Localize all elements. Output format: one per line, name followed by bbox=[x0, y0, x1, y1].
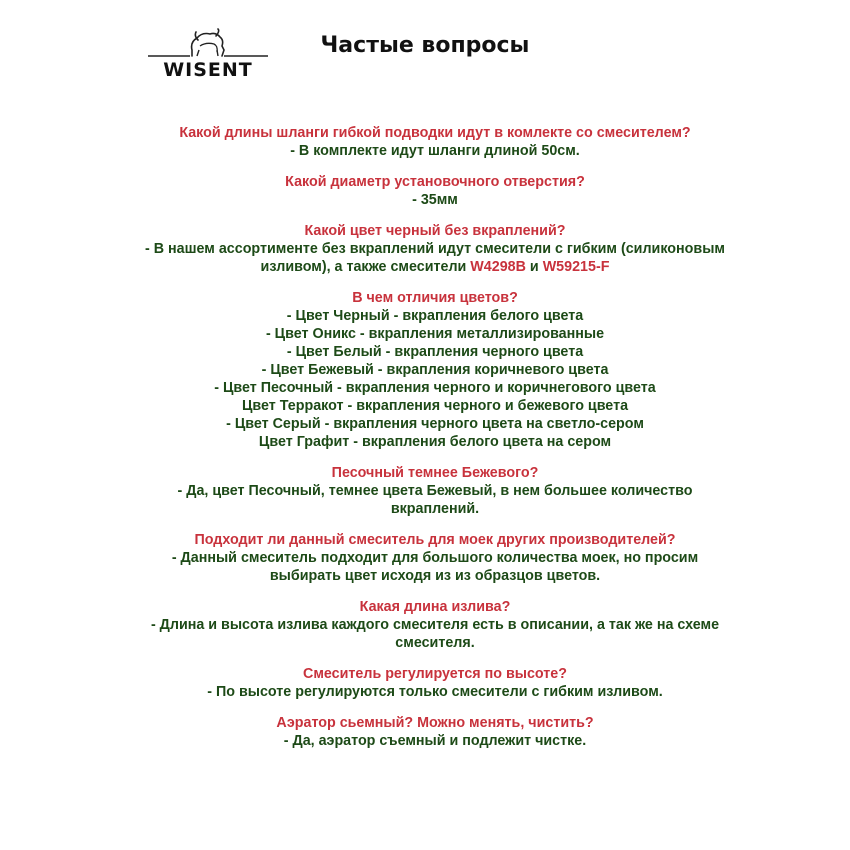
faq-question: Песочный темнее Бежевого? bbox=[331, 465, 539, 481]
faq-question: Подходит ли данный смеситель для моек других производителей? bbox=[194, 532, 676, 548]
faq-item-color-differences bbox=[140, 289, 730, 451]
faq-question: Какой длины шланги гибкой подводки идут в комлекте со смесителем? bbox=[179, 125, 691, 141]
faq-question: Какая длина излива? bbox=[359, 599, 511, 615]
faq-answer: Цвет Графит - вкрапления белого цвета на сером bbox=[258, 434, 612, 450]
faq-answer: - Цвет Серый - вкрапления черного цвета на светло-сером bbox=[226, 416, 644, 432]
faq-item-spout-length bbox=[140, 598, 730, 652]
faq-answer: - Да, цвет Песочный, темнее цвета Бежевый, в нем большее количество bbox=[177, 483, 693, 499]
faq-answer: смесителя. bbox=[395, 635, 475, 651]
bison-icon bbox=[142, 28, 274, 62]
faq-question: Какой диаметр установочного отверстия? bbox=[285, 174, 585, 190]
faq-answer: Цвет Терракот - вкрапления черного и бежевого цвета bbox=[241, 398, 629, 414]
faq-answer: - Цвет Белый - вкрапления черного цвета bbox=[286, 344, 584, 360]
faq-question: В чем отличия цветов? bbox=[352, 290, 518, 306]
faq-item-height-adjust bbox=[140, 665, 730, 701]
faq-answer: - Да, аэратор съемный и подлежит чистке. bbox=[283, 733, 587, 749]
faq-answer: - В комплекте идут шланги длиной 50см. bbox=[290, 143, 580, 159]
faq-answer: - Цвет Бежевый - вкрапления коричневого цвета bbox=[261, 362, 609, 378]
faq-item-hose-length bbox=[140, 124, 730, 160]
wisent-logo bbox=[142, 28, 274, 82]
faq-question: Аэратор сьемный? Можно менять, чистить? bbox=[276, 715, 594, 731]
faq-answer: выбирать цвет исходя из из образцов цветов. bbox=[269, 568, 601, 584]
faq-item-sand-vs-beige bbox=[140, 464, 730, 518]
faq-item-aerator bbox=[140, 714, 730, 750]
answer-text: и bbox=[529, 259, 539, 275]
model-link: W4298B bbox=[470, 259, 526, 275]
logo-text: WISENT bbox=[163, 59, 253, 81]
faq-answer: - По высоте регулируются только смесители с гибким изливом. bbox=[207, 684, 663, 700]
faq-answer: - Цвет Черный - вкрапления белого цвета bbox=[286, 308, 584, 324]
faq-item-sink-compatibility bbox=[140, 531, 730, 585]
faq-list bbox=[140, 124, 730, 763]
faq-item-hole-diameter bbox=[140, 173, 730, 209]
faq-answer: - 35мм bbox=[412, 192, 458, 208]
faq-answer: - Данный смеситель подходит для большого количества моек, но просим bbox=[171, 550, 699, 566]
faq-item-black-color bbox=[140, 222, 730, 276]
model-link: W59215-F bbox=[542, 259, 610, 275]
faq-question: Какой цвет черный без вкраплений? bbox=[304, 223, 566, 239]
faq-answer: - Цвет Оникс - вкрапления металлизированные bbox=[265, 326, 605, 342]
faq-question: Смеситель регулируется по высоте? bbox=[303, 666, 567, 682]
page-title: Частые вопросы bbox=[320, 33, 530, 58]
faq-answer: вкраплений. bbox=[390, 501, 480, 517]
answer-text: изливом), а также смесители bbox=[260, 259, 467, 275]
faq-answer: - Цвет Песочный - вкрапления черного и коричнегового цвета bbox=[214, 380, 656, 396]
faq-answer: - Длина и высота излива каждого смесителя есть в описании, а так же на схеме bbox=[150, 617, 720, 633]
faq-answer: - В нашем ассортименте без вкраплений идут смесители с гибким (силиконовым bbox=[145, 241, 725, 257]
faq-answer bbox=[140, 258, 730, 276]
